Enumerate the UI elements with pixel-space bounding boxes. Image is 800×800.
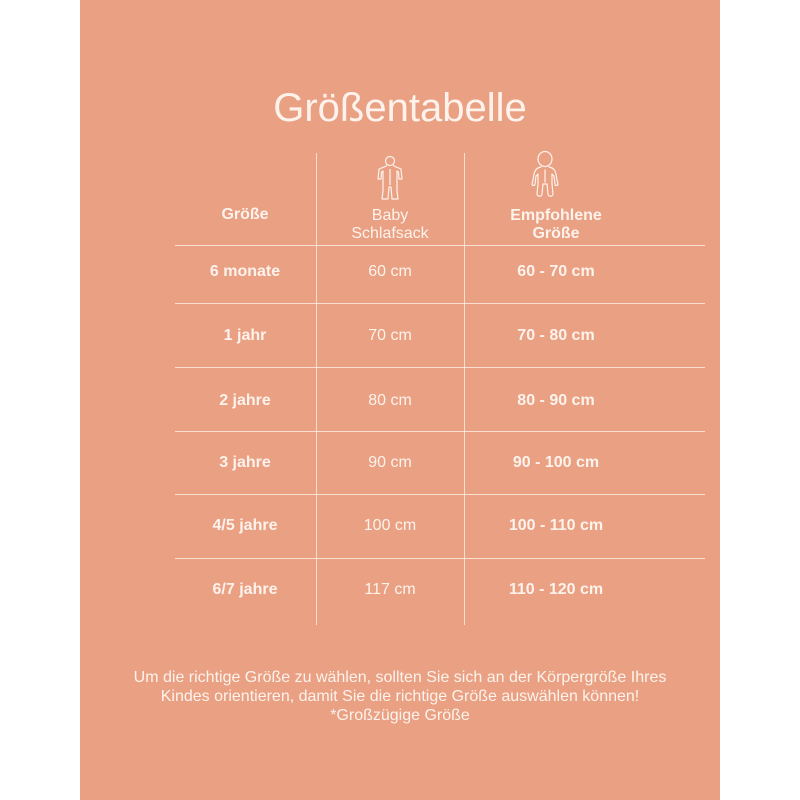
row-divider (175, 431, 705, 432)
note-line1: Um die richtige Größe zu wählen, sollten Sie sich an der Körpergröße Ihres (133, 669, 667, 686)
header-size: Größe (221, 206, 269, 223)
row-divider (175, 494, 705, 495)
row-bag-length: 100 cm (363, 517, 417, 534)
row-size: 1 jahr (223, 327, 267, 344)
row-bag-length: 70 cm (368, 327, 412, 344)
header-recommended-line2: Größe (532, 225, 580, 242)
row-recommended: 80 - 90 cm (517, 392, 595, 409)
header-recommended-size (466, 206, 646, 244)
row-divider (175, 303, 705, 304)
header-sleeping-bag-line2: Schlafsack (351, 225, 429, 242)
size-chart-card (80, 0, 720, 800)
row-size: 4/5 jahre (212, 517, 278, 534)
row-bag-length: 60 cm (368, 263, 412, 280)
size-advice-note (100, 668, 700, 725)
row-divider (175, 558, 705, 559)
row-size: 6 monate (209, 263, 281, 280)
row-divider (175, 245, 705, 246)
sleeping-bag-icon (372, 155, 408, 201)
header-recommended-line1: Empfohlene (510, 207, 602, 224)
row-size: 6/7 jahre (212, 581, 278, 598)
header-sleeping-bag-line1: Baby (371, 207, 409, 224)
row-recommended: 110 - 120 cm (508, 581, 604, 598)
row-bag-length: 80 cm (368, 392, 412, 409)
page-title: Größentabelle (273, 86, 527, 130)
row-size: 2 jahre (219, 392, 271, 409)
row-recommended: 70 - 80 cm (517, 327, 595, 344)
row-recommended: 90 - 100 cm (512, 454, 600, 471)
column-divider (464, 153, 465, 625)
row-recommended: 100 - 110 cm (508, 517, 604, 534)
row-divider (175, 367, 705, 368)
header-sleeping-bag (317, 206, 463, 244)
row-recommended: 60 - 70 cm (517, 263, 595, 280)
note-line2: Kindes orientieren, damit Sie die richtige Größe auswählen können! (160, 688, 640, 705)
row-bag-length: 90 cm (368, 454, 412, 471)
baby-icon (526, 150, 564, 200)
row-size: 3 jahre (219, 454, 271, 471)
row-bag-length: 117 cm (364, 581, 416, 598)
note-footnote: *Großzügige Größe (330, 707, 470, 724)
